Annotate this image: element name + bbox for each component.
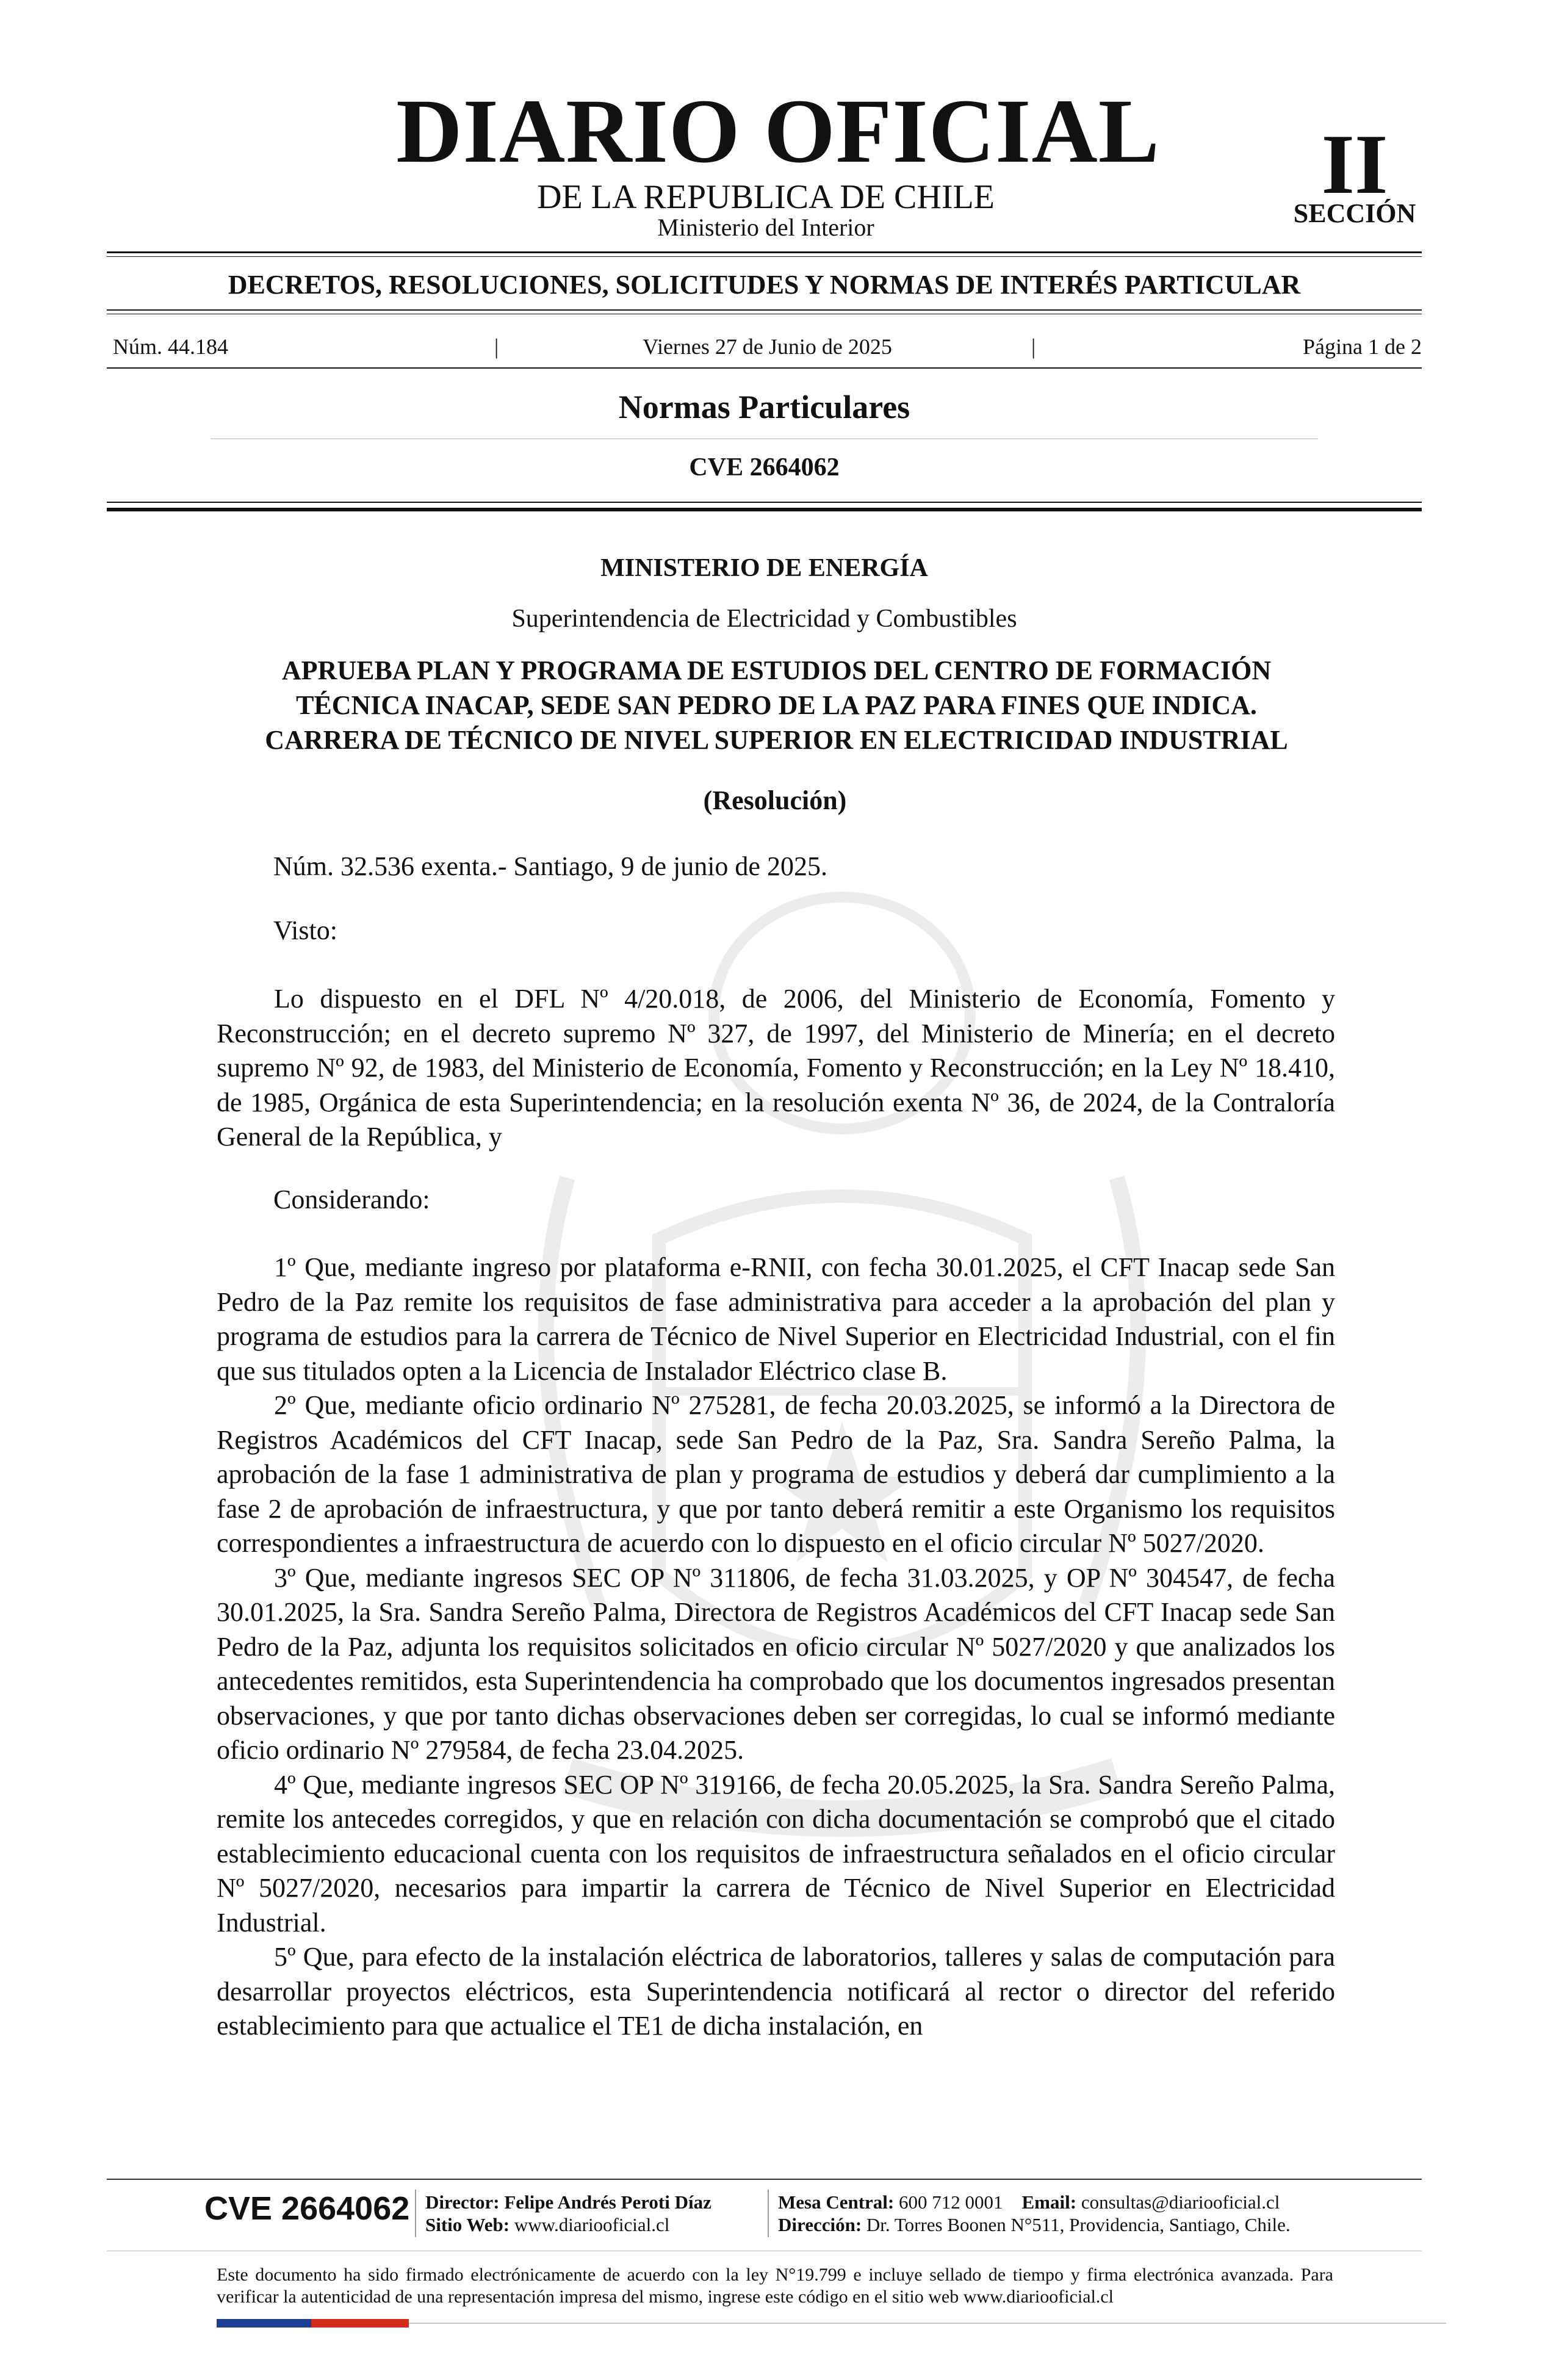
banner-bottom-rule: [107, 309, 1422, 311]
title-line: CARRERA DE TÉCNICO DE NIVEL SUPERIOR EN ELECTRICIDAD INDUSTRIAL: [265, 725, 1288, 755]
banner-top-rule-thin: [107, 256, 1422, 257]
visto-label: Visto:: [273, 915, 337, 945]
director-name: Felipe Andrés Peroti Díaz: [504, 2191, 711, 2213]
address-label: Dirección:: [778, 2214, 862, 2235]
considerando-paragraph: 5º Que, para efecto de la instalación eléctrica de laboratorios, talleres y salas de computación para desarrollar proyectos eléctricos, esta Superintendencia notificará al rector o director del referido establecimiento para que actualice el TE1 de dicha instalación, en: [217, 1942, 1335, 2041]
considerando-paragraph: 2º Que, mediante oficio ordinario Nº 275281, de fecha 20.03.2025, se informó a la Directora de Registros Académicos del CFT Inacap, sede San Pedro de la Paz, Sra. Sandra Sereño Palma, la aprobación de la fase 1 administrativa de plan y programa de estudios y deberá dar cumplimiento a la fase 2 de aprobación de infraestructura, y que por tanto deberá remitir a este Organismo los requisitos correspondientes a infraestructura de acuerdo con lo dispuesto en el oficio circular Nº 5027/2020.: [217, 1390, 1335, 1558]
footer-top-rule: [107, 2179, 1422, 2180]
section-heading: Normas Particulares: [618, 389, 910, 425]
newspaper-subtitle: DE LA REPUBLICA DE CHILE: [537, 178, 995, 216]
issue-number: Núm. 44.184: [113, 334, 228, 359]
page-indicator: Página 1 de 2: [1303, 334, 1422, 359]
resolution-title: [201, 653, 1352, 757]
footer-cve-code: CVE 2664062: [204, 2190, 410, 2227]
meta-separator: |: [494, 334, 499, 359]
website-link[interactable]: www.diariooficial.cl: [514, 2214, 670, 2235]
email-label: Email:: [1021, 2191, 1077, 2213]
phone-number: 600 712 0001: [899, 2191, 1003, 2213]
issuing-ministry: MINISTERIO DE ENERGÍA: [600, 554, 928, 582]
document-type: (Resolución): [703, 785, 847, 815]
flag-stripe-blue: [217, 2319, 311, 2328]
footer-editor-block: [425, 2191, 767, 2236]
address-value: Dr. Torres Boonen N°511, Providencia, Santiago, Chile.: [866, 2214, 1291, 2235]
cve-rule-thick: [107, 508, 1422, 511]
flag-stripe-red: [311, 2319, 409, 2328]
banner-top-rule: [107, 251, 1422, 253]
resolution-number-line: Núm. 32.536 exenta.- Santiago, 9 de junio de 2025.: [273, 851, 827, 881]
footer-divider: [415, 2190, 416, 2237]
meta-bottom-rule: [107, 367, 1422, 369]
section-label: SECCIÓN: [1293, 198, 1416, 228]
phone-label: Mesa Central:: [778, 2191, 895, 2213]
considerando-paragraph: 3º Que, mediante ingresos SEC OP Nº 311806, de fecha 31.03.2025, y OP Nº 304547, de fecha 30.01.2025, la Sra. Sandra Sereño Palma, Directora de Registros Académicos del CFT Inacap sede San Pedro de la Paz, adjunta los requisitos solicitados en oficio circular Nº 5027/2020 y que analizados los antecedentes remitidos, esta Superintendencia ha comprobado que los documentos ingresados presentan observaciones, y que por tanto dichas observaciones deben ser corregidas, lo cual se informó mediante oficio ordinario Nº 279584, de fecha 23.04.2025.: [217, 1562, 1335, 1765]
considerando-label: Considerando:: [273, 1185, 430, 1214]
director-label: Director:: [425, 2191, 500, 2213]
meta-separator: |: [1031, 334, 1036, 359]
website-label: Sitio Web:: [425, 2214, 510, 2235]
footer-divider: [768, 2190, 769, 2237]
heading-divider: [211, 438, 1318, 439]
title-line: APRUEBA PLAN Y PROGRAMA DE ESTUDIOS DEL CENTRO DE FORMACIÓN: [281, 655, 1272, 685]
considerando-paragraph: 1º Que, mediante ingreso por plataforma e-RNII, con fecha 30.01.2025, el CFT Inacap sede San Pedro de la Paz remite los requisitos de fase administrativa para acceder a la aprobación del plan y programa de estudios para la carrera de Técnico de Nivel Superior en Electricidad Industrial, con el fin que sus titulados opten a la Licencia de Instalador Eléctrico clase B.: [217, 1252, 1335, 1386]
considerando-paragraph: 4º Que, mediante ingresos SEC OP Nº 319166, de fecha 20.05.2025, la Sra. Sandra Sereño Palma, remite los antecedes corregidos, y que en relación con dicha documentación se comprobó que el citado establecimiento educacional cuenta con los requisitos de infraestructura señalados en el oficio circular Nº 5027/2020, necesarios para impartir la carrera de Técnico de Nivel Superior en Electricidad Industrial.: [217, 1769, 1335, 1938]
cve-code: CVE 2664062: [689, 453, 840, 481]
title-line: TÉCNICA INACAP, SEDE SAN PEDRO DE LA PAZ PARA FINES QUE INDICA.: [296, 690, 1257, 720]
visto-body: [217, 982, 1335, 1155]
newspaper-title: DIARIO OFICIAL: [396, 81, 1160, 182]
section-banner: DECRETOS, RESOLUCIONES, SOLICITUDES Y NORMAS DE INTERÉS PARTICULAR: [228, 270, 1301, 300]
cve-rule: [107, 502, 1422, 503]
issuing-agency: Superintendencia de Electricidad y Combustibles: [511, 605, 1017, 633]
newspaper-ministry: Ministerio del Interior: [657, 214, 874, 241]
visto-paragraph: Lo dispuesto en el DFL Nº 4/20.018, de 2006, del Ministerio de Economía, Fomento y Reconstrucción; en el decreto supremo Nº 327, de 1997, del Ministerio de Minería; en el decreto supremo Nº 92, de 1983, del Ministerio de Economía, Fomento y Reconstrucción; en la Ley Nº 18.410, de 1985, Orgánica de esta Superintendencia; en la resolución exenta Nº 36, de 2024, de la Contraloría General de la República, y: [217, 984, 1335, 1152]
section-number: II: [1321, 117, 1388, 212]
email-address[interactable]: consultas@diariooficial.cl: [1081, 2191, 1280, 2213]
considerandos-body: [217, 1250, 1335, 2044]
issue-date: Viernes 27 de Junio de 2025: [643, 334, 892, 359]
footer-legal-note: Este documento ha sido firmado electrónicamente de acuerdo con la ley N°19.799 e incluye sellado de tiempo y firma electrónica avanzada. Para verificar la autenticidad de una representación impresa del mismo, ingrese este código en el sitio web www.diariooficial.cl: [217, 2265, 1333, 2307]
flag-stripe-line: [409, 2323, 1446, 2324]
footer-contact-block: [778, 2191, 1425, 2236]
